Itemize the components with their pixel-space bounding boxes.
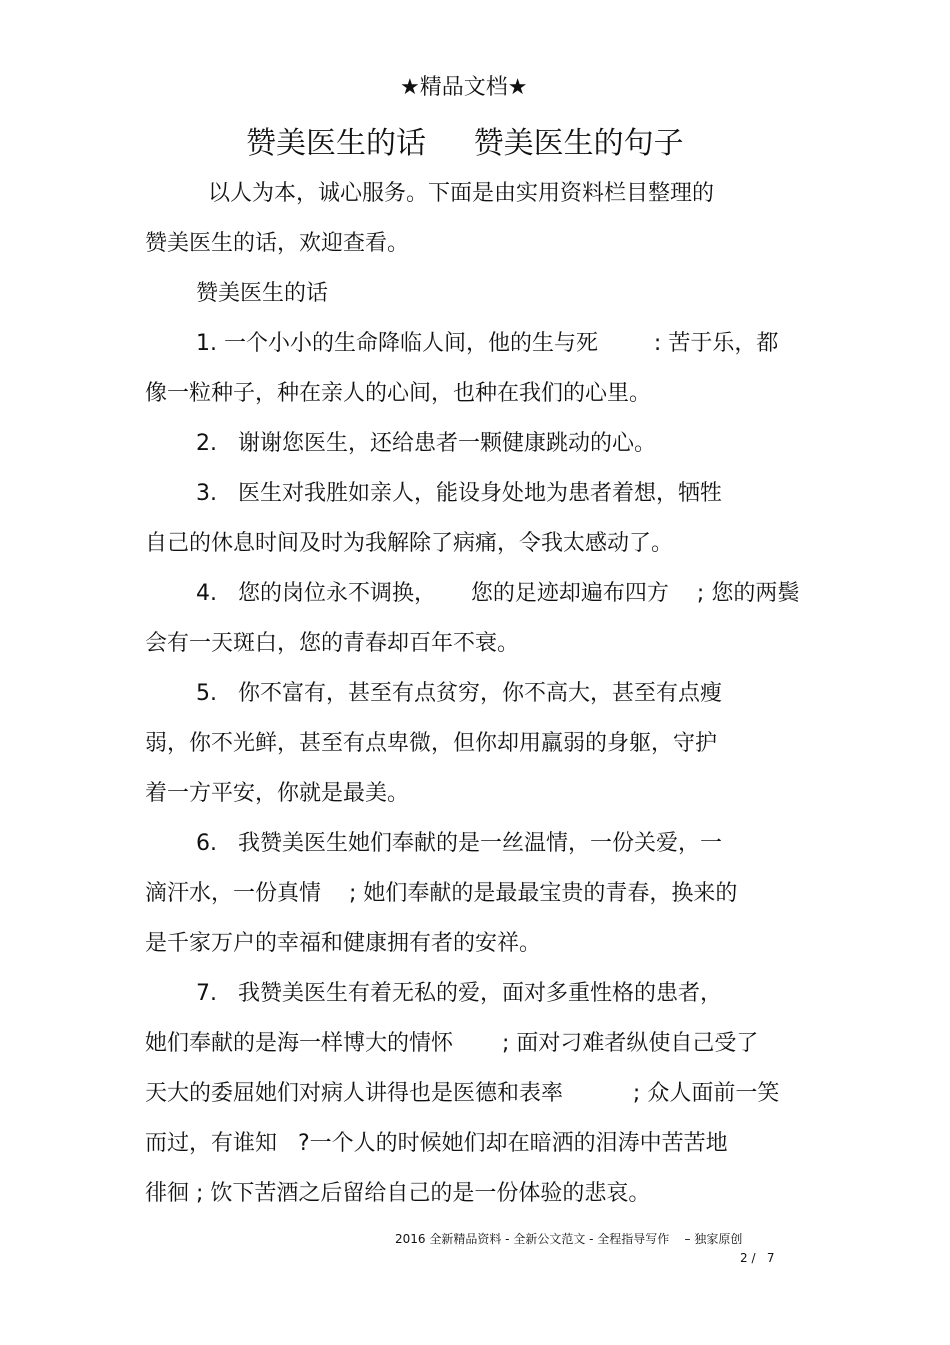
body-line: 弱，你不光鲜，甚至有点卑微，但你却用羸弱的身躯，守护 (145, 731, 718, 756)
body-line: 3. 医生对我胜如亲人，能设身处地为患者着想，牺牲 (196, 481, 722, 506)
body-line: 5. 你不富有，甚至有点贫穷，你不高大，甚至有点瘦 (196, 681, 722, 706)
body-line: 是千家万户的幸福和健康拥有者的安祥。 (145, 931, 542, 956)
body-line: 7. 我赞美医生有着无私的爱，面对多重性格的患者， (196, 981, 722, 1006)
body-line: 4. 您的岗位永不调换， 您的足迹却遍布四方 ; 您的两鬓 (196, 581, 800, 606)
body-line: 6. 我赞美医生她们奉献的是一丝温情，一份关爱，一 (196, 831, 722, 856)
body-line: 天大的委屈她们对病人讲得也是医德和表率 ; 众人面前一笑 (145, 1081, 780, 1106)
document-title: 赞美医生的话 赞美医生的句子 (246, 126, 684, 161)
body-line: 赞美医生的话，欢迎查看。 (145, 231, 410, 256)
section-heading: 赞美医生的话 (196, 281, 329, 306)
body-line: 着一方平安，你就是最美。 (145, 781, 410, 806)
body-line: 像一粒种子，种在亲人的心间，也种在我们的心里。 (145, 381, 652, 406)
body-line: 自己的休息时间及时为我解除了病痛，令我太感动了。 (145, 531, 674, 556)
body-line: 以人为本，诚心服务。下面是由实用资料栏目整理的 (208, 181, 715, 206)
body-line: 徘徊 ; 饮下苦酒之后留给自己的是一份体验的悲哀。 (145, 1181, 651, 1206)
body-line: 会有一天斑白，您的青春却百年不衰。 (145, 631, 520, 656)
body-line: 1. 一个小小的生命降临人间，他的生与死 : 苦于乐，都 (196, 331, 779, 356)
page-header: ★精品文档★ (400, 75, 528, 100)
body-line: 她们奉献的是海一样博大的情怀 ; 面对刁难者纵使自己受了 (145, 1031, 759, 1056)
page-footer: 2016 全新精品资料 - 全新公文范文 - 全程指导写作 – 独家原创 (395, 1232, 743, 1246)
page-number: 2 / 7 (740, 1251, 775, 1265)
body-line: 滴汗水，一份真情 ; 她们奉献的是最最宝贵的青春，换来的 (145, 881, 738, 906)
body-line: 2. 谢谢您医生，还给患者一颗健康跳动的心。 (196, 431, 656, 456)
body-line: 而过，有谁知 ?一个人的时候她们却在暗洒的泪涛中苦苦地 (145, 1131, 728, 1156)
